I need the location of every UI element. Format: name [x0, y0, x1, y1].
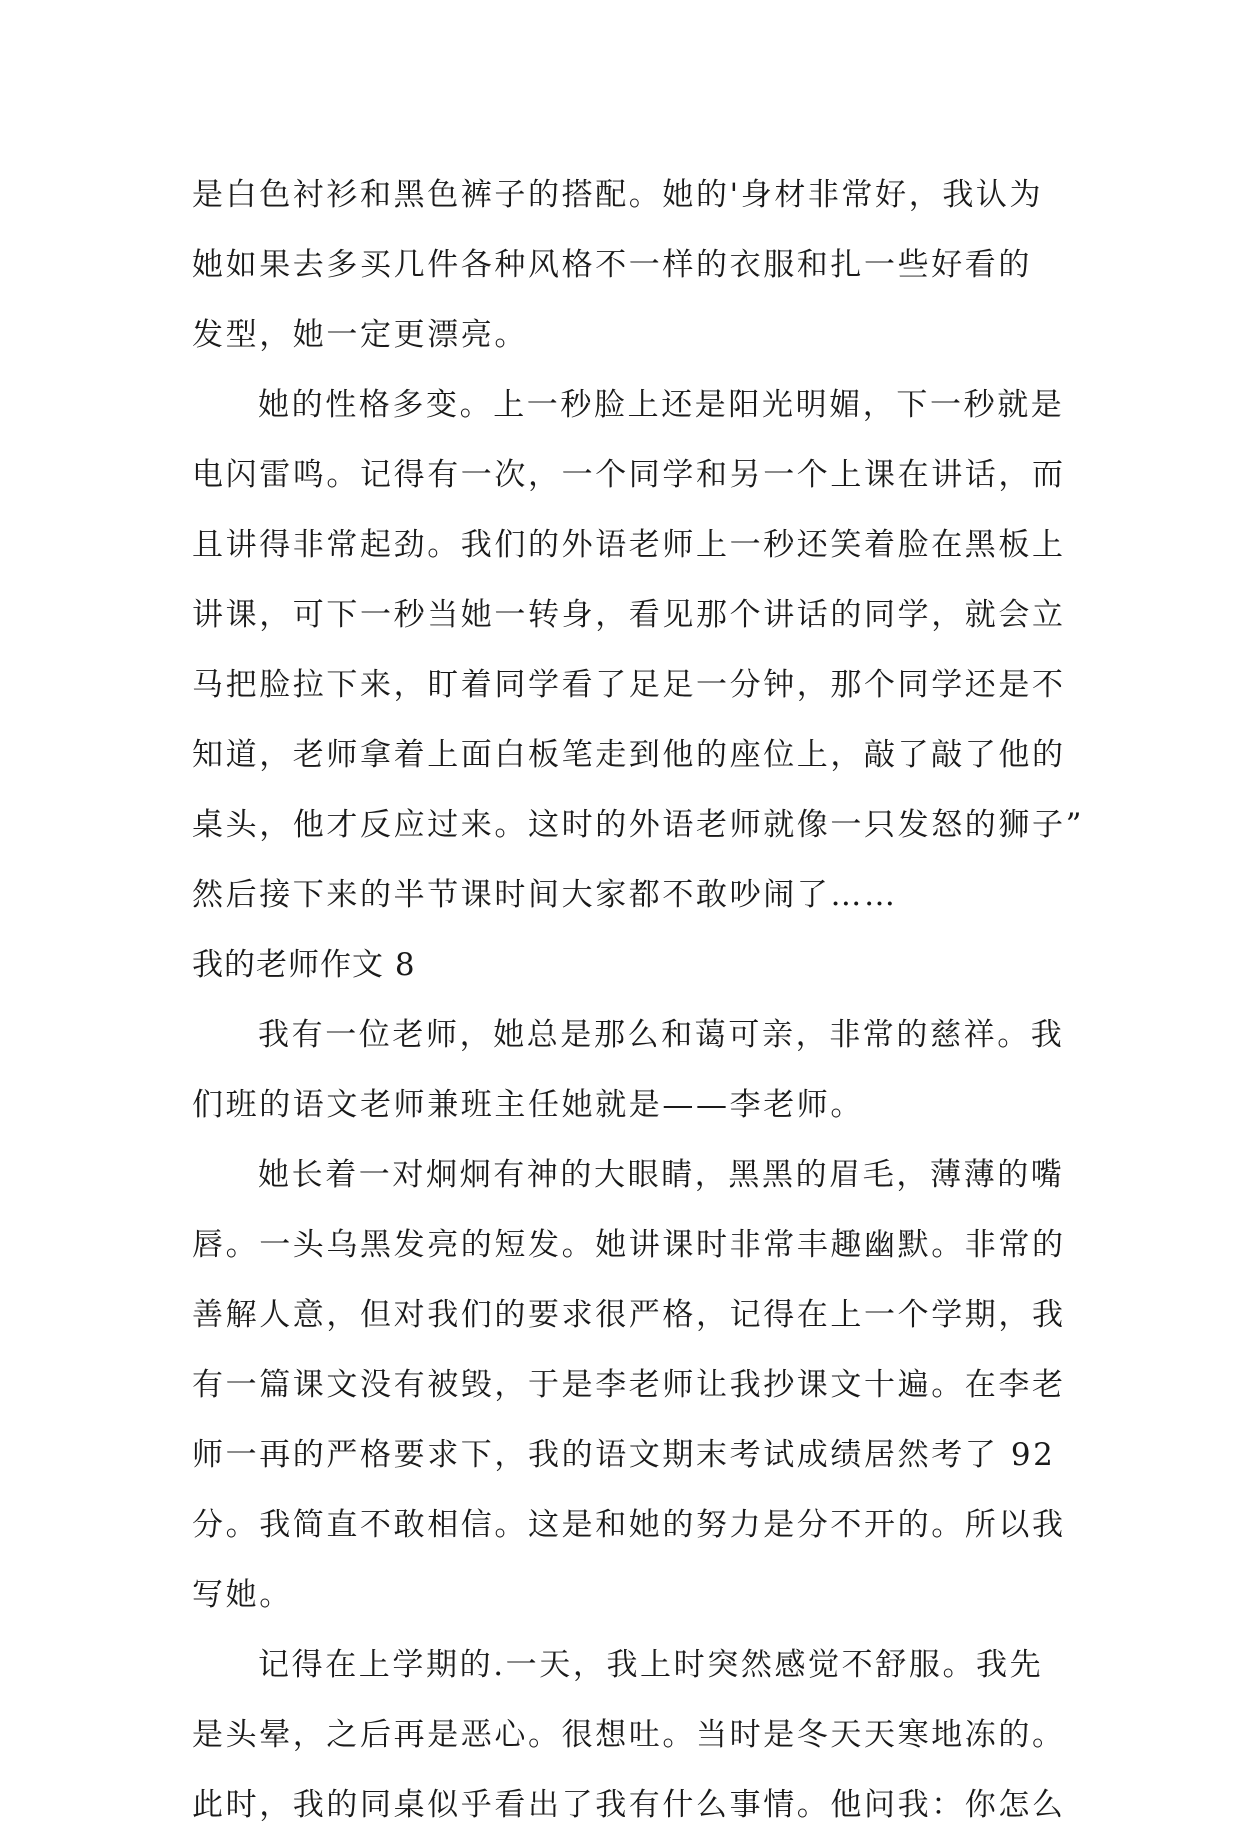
- text-line: 桌头，他才反应过来。这时的外语老师就像一只发怒的狮子”: [192, 807, 1085, 843]
- document-body: [192, 160, 1085, 1840]
- text-line: 师一再的严格要求下，我的语文期末考试成绩居然考了 92: [192, 1437, 1056, 1473]
- text-line: 写她。: [192, 1577, 293, 1613]
- text-line: 有一篇课文没有被毁，于是李老师让我抄课文十遍。在李老: [192, 1367, 1066, 1403]
- text-line: 发型，她一定更漂亮。: [192, 317, 528, 353]
- section-heading: 我的老师作文 8: [192, 947, 416, 983]
- text-line: 是头晕，之后再是恶心。很想吐。当时是冬天天寒地冻的。: [192, 1717, 1066, 1753]
- text-line: 电闪雷鸣。记得有一次，一个同学和另一个上课在讲话，而: [192, 457, 1066, 493]
- text-line: 她如果去多买几件各种风格不一样的衣服和扎一些好看的: [192, 247, 1032, 283]
- text-line: 善解人意，但对我们的要求很严格，记得在上一个学期，我: [192, 1297, 1066, 1333]
- text-line: 唇。一头乌黑发亮的短发。她讲课时非常丰趣幽默。非常的: [192, 1227, 1066, 1263]
- text-line: 分。我简直不敢相信。这是和她的努力是分不开的。所以我: [192, 1507, 1066, 1543]
- paragraph-start-line: 我有一位老师，她总是那么和蔼可亲，非常的慈祥。我: [258, 1017, 1065, 1053]
- text-line: 知道，老师拿着上面白板笔走到他的座位上，敲了敲了他的: [192, 737, 1066, 773]
- text-line: 马把脸拉下来，盯着同学看了足足一分钟，那个同学还是不: [192, 667, 1066, 703]
- text-line: 们班的语文老师兼班主任她就是——李老师。: [192, 1087, 864, 1123]
- paragraph-start-line: 她长着一对炯炯有神的大眼睛，黑黑的眉毛，薄薄的嘴: [258, 1157, 1065, 1193]
- text-line: 然后接下来的半节课时间大家都不敢吵闹了……: [192, 877, 898, 913]
- text-line: 且讲得非常起劲。我们的外语老师上一秒还笑着脸在黑板上: [192, 527, 1066, 563]
- text-line: 此时，我的同桌似乎看出了我有什么事情。他问我：你怎么: [192, 1787, 1066, 1823]
- paragraph-start-line: 她的性格多变。上一秒脸上还是阳光明媚，下一秒就是: [258, 387, 1065, 423]
- paragraph-start-line: 记得在上学期的.一天，我上时突然感觉不舒服。我先: [258, 1647, 1044, 1683]
- text-line: 讲课，可下一秒当她一转身，看见那个讲话的同学，就会立: [192, 597, 1066, 633]
- text-line: 是白色衬衫和黑色裤子的搭配。她的'身材非常好，我认为: [192, 177, 1044, 213]
